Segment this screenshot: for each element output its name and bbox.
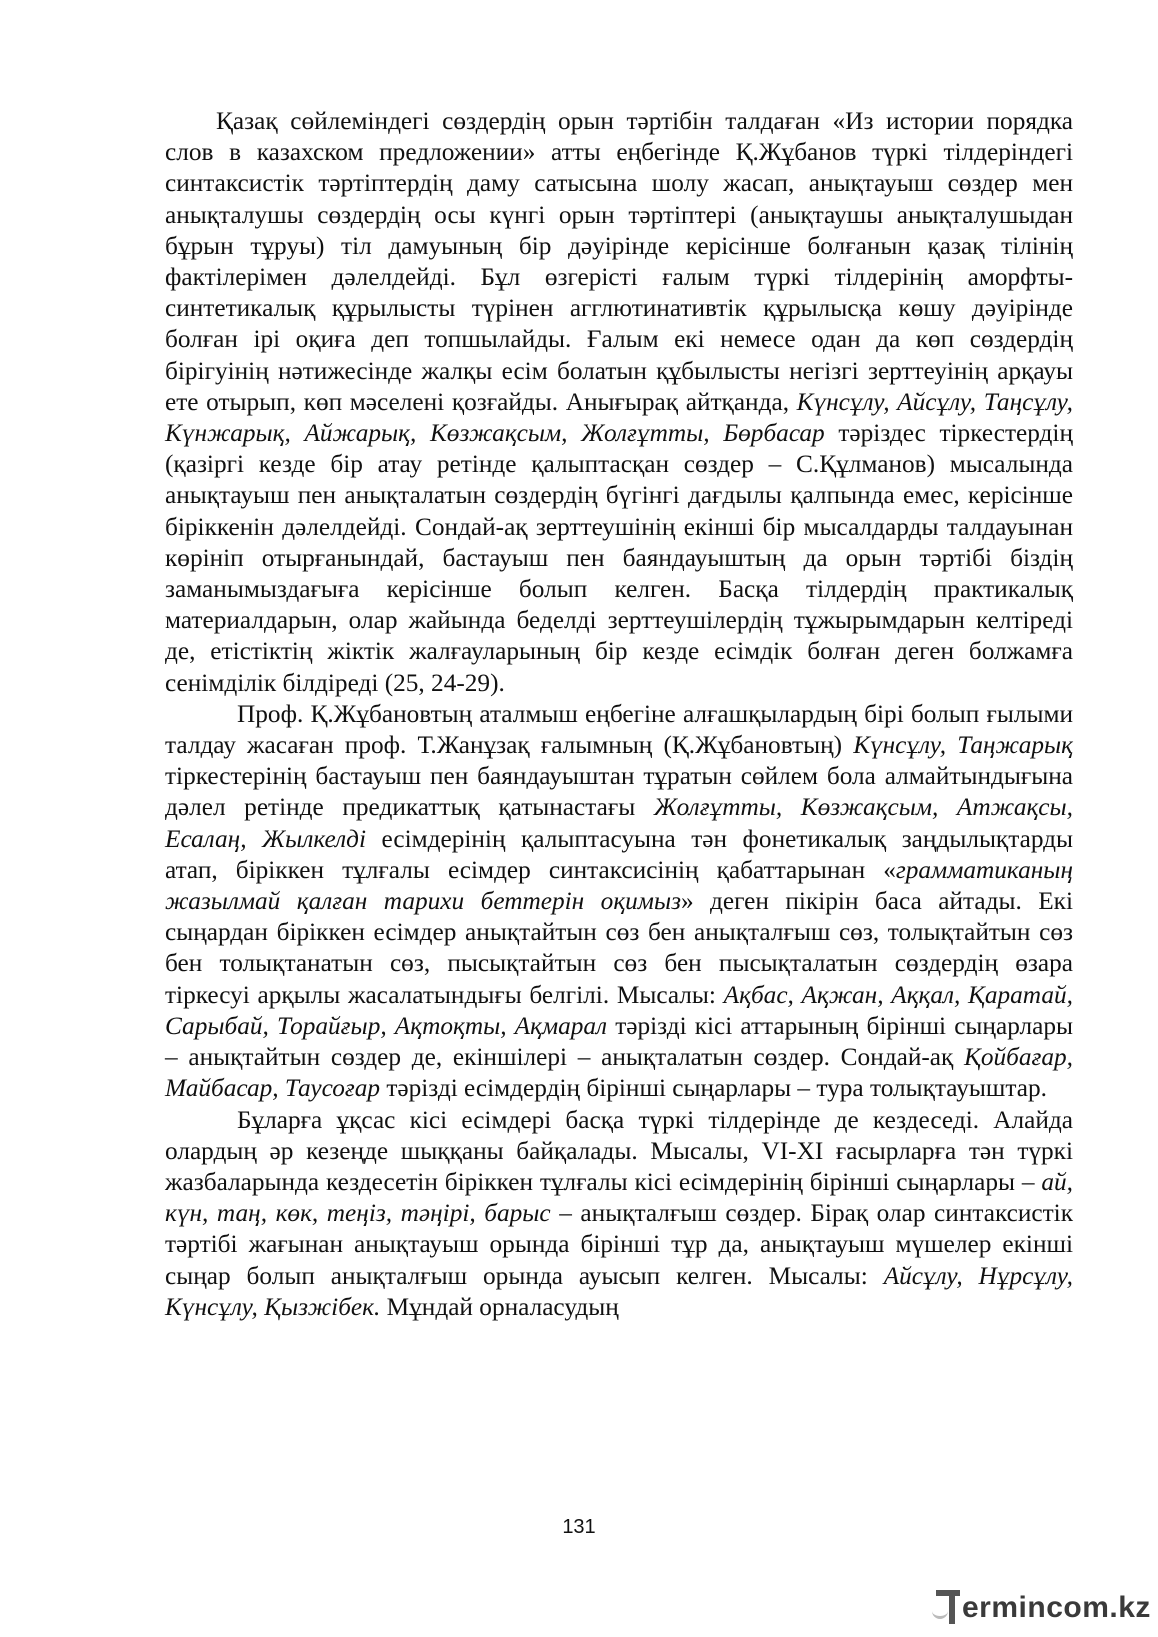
- page-number: 131: [562, 1516, 596, 1538]
- body-text: [165, 106, 1073, 1323]
- italic-quote: грамматиканың жазылмай қалған тарихи беттерін оқимыз: [165, 855, 1073, 916]
- text-segment: тіркестерінің бастауыш пен баяндауыштан тұратын сөйлем бола алмайтындығына дәлел ретінде предикаттық қатынастағы: [165, 762, 1073, 822]
- text-segment: тәрізді кісі аттарының бірінші сыңарлары – анықтайтын сөздер де, екіншілері – анықталатын сөздер. Сондай-ақ: [165, 1011, 1074, 1072]
- paragraph-1: [165, 106, 1073, 699]
- text-segment: Проф. Қ.Жұбановтың аталмыш еңбегіне алғашқылардың бірі болып ғылыми талдау жасаған проф. Т.Жанұзақ ғалымның (Қ.Жұбановтың): [165, 699, 1073, 760]
- text-segment: есімдерінің қалыптасуына тән фонетикалық заңдылықтарды атап, біріккен тұлғалы есімдер синтаксисінің қабаттарынан «: [165, 824, 1073, 884]
- italic-name-list: Күнсұлу, Таңжарық: [853, 731, 1074, 760]
- italic-name-list: Жолғұтты, Көзжақсым, Атжақсы, Есалаң, Жылкелді: [165, 793, 1073, 853]
- text-segment: тәріздес тіркестердің (қазіргі кезде бір атау ретінде қалыптасқан сөздер – С.Құлманов) мысалында анықтауыш пен анықталатын сөздердің бүгінгі дағдылы қалпында емес, керісінше біріккенін дәлелдейді. Сондай-ақ зерттеушінің екінші бір мысалдарды талдауынан көрініп отырғанындай, бастауыш пен баяндауыштың да орын тәртібі біздің заманымыздағыға керісінше болып келген. Басқа тілдердің практикалық материалдарын, олар жайында беделді зерттеушілердің тұжырымдарын келтіреді де, етістіктің жіктік жалғауларының бір кезде есімдік болған деген болжамға сенімділік білдіреді (25, 24-29).: [165, 419, 1073, 697]
- paragraph-2: [165, 699, 1073, 1105]
- italic-word-list: ай, күн, таң, көк, теңіз, тәңірі, барыс: [165, 1167, 1073, 1228]
- text-segment: – анықталғыш сөздер. Бірақ олар синтаксистік тәртібі жағынан анықтауыш орында бірінші тұр да, анықтауыш мүшелер екінші сыңар болып анықталғыш орында ауысып келген. Мысалы:: [165, 1199, 1073, 1290]
- italic-name-list: Ақбас, Ақжан, Аққал, Қаратай, Сарыбай, Торайғыр, Ақтоқты, Ақмарал: [165, 980, 1073, 1040]
- italic-name-list: Күнсұлу, Айсұлу, Таңсұлу, Күнжарық, Айжарық, Көзжақсым, Жолғұтты, Бөрбасар: [165, 387, 1073, 448]
- text-segment: Бұларға ұқсас кісі есімдері басқа түркі тілдерінде де кездеседі. Алайда олардың әр кезеңде шыққаны байқалады. Мысалы, VI-XI ғасырларға тән түркі жазбаларында кездесетін біріккен тұлғалы кісі есімдерінің бірінші сыңарлары –: [165, 1105, 1073, 1196]
- italic-name-list: Айсұлу, Нұрсұлу, Күнсұлу, Қызжібек.: [165, 1261, 1073, 1321]
- watermark-text: ermincom.kz: [962, 1591, 1151, 1624]
- paragraph-3: [165, 1105, 1073, 1323]
- text-segment: Мұндай орналасудың: [380, 1292, 619, 1321]
- text-segment: тәрізді есімдердің бірінші сыңарлары – тура толықтауыштар.: [380, 1074, 1047, 1103]
- termincom-logo-icon: [936, 1590, 962, 1626]
- text-segment: » деген пікірін баса айтады. Екі сыңардан біріккен есімдер анықтайтын сөз бен анықталғыш сөз, толықтайтын сөз бен толықтанатын сөз, пысықтайтын сөз бен пысықталатын сөздердің өзара тіркесуі арқылы жасалатындығы белгілі. Мысалы:: [165, 887, 1073, 1009]
- italic-name-list: Қойбағар, Майбасар, Таусоғар: [165, 1043, 1073, 1103]
- site-watermark: [936, 1588, 1151, 1628]
- text-segment: Қазақ сөйлеміндегі сөздердің орын тәртібін талдаған «Из истории порядка слов в казахском предложении» атты еңбегінде Қ.Жұбанов түркі тілдеріндегі синтаксистік тәртіптердің даму сатысына шолу жасап, анықтауыш сөздер мен анықталушы сөздердің осы күнгі орын тәртіптері (анықтаушы анықталушыдан бұрын тұруы) тіл дамуының бір дәуірінде керісінше болғанын қазақ тілінің фактілерімен дәлелдейді. Бұл өзгерісті ғалым түркі тілдерінің аморфты-синтетикалық құрылысты түрінен агглютинативтік құрылысқа көшу дәуірінде болған ірі оқиға деп топшылайды. Ғалым екі немесе одан да көп сөздердің бірігуінің нәтижесінде жалқы есім болатын құбылысты негізгі зерттеуінің арқауы ете отырып, көп мәселені қозғайды. Анығырақ айтқанда,: [165, 107, 1073, 416]
